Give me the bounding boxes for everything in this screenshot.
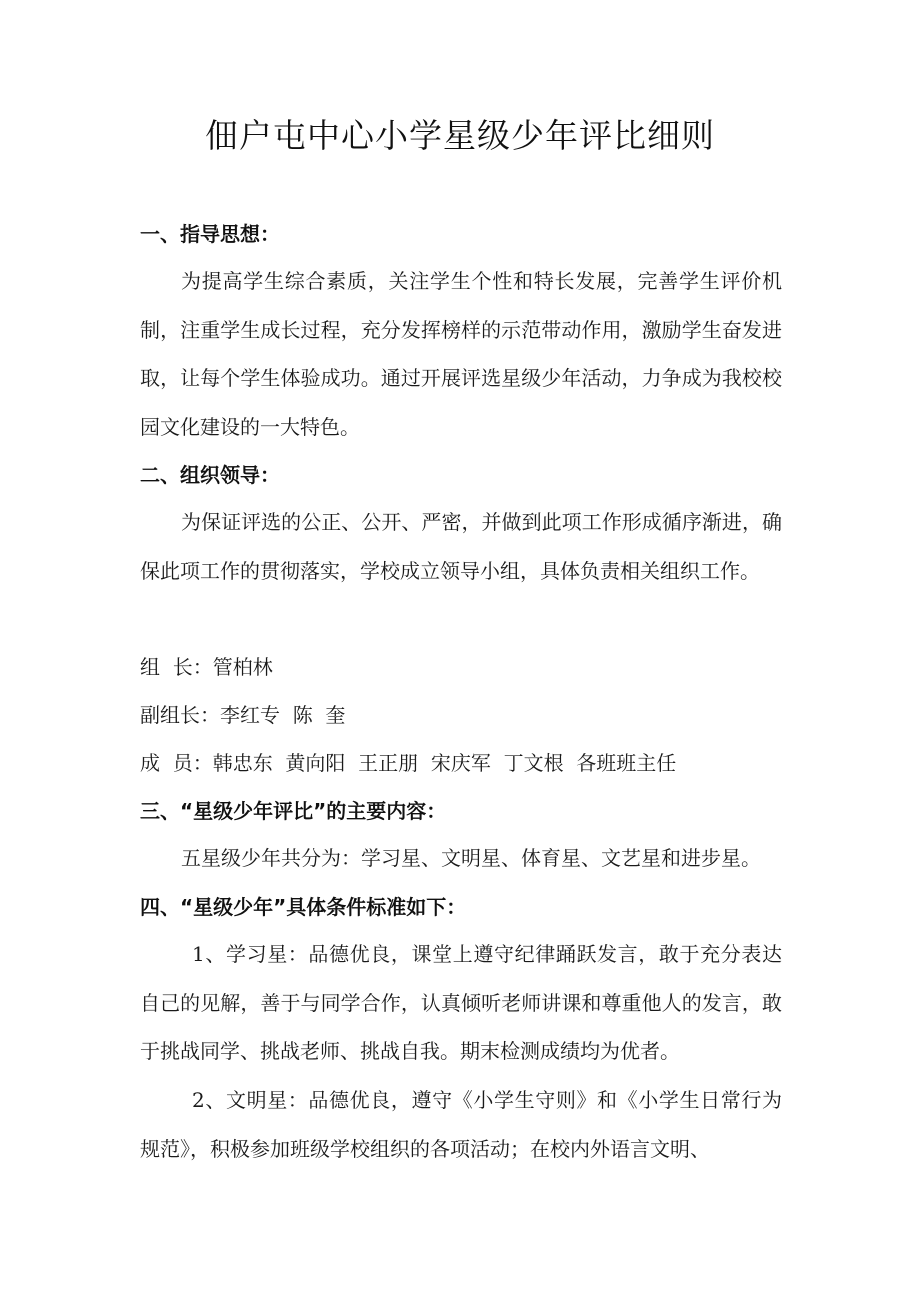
section-heading-criteria: 四、“星级少年”具体条件标准如下： xyxy=(140,895,467,919)
section-paragraph-guiding-thought: 为提高学生综合素质，关注学生个性和特长发展，完善学生评价机制，注重学生成长过程，充分发挥榜样的示范带动作用，激励学生奋发进取，让每个学生体验成功。通过开展评选星级少年活动，力争成为我校校园文化建设的一大特色。 xyxy=(140,269,782,440)
section-heading-guiding-thought: 一、指导思想： xyxy=(140,222,280,246)
section-paragraph-main-content: 五星级少年共分为：学习星、文明星、体育星、文艺星和进步星。 xyxy=(181,846,761,870)
criteria-item-civility-star: 2、文明星：品德优良，遵守《小学生守则》和《小学生日常行为规范》，积极参加班级学校组织的各项活动；在校内外语言文明、 xyxy=(140,1088,782,1161)
leader-line: 组 长：管柏林 xyxy=(140,655,273,679)
section-paragraph-organization: 为保证评选的公正、公开、严密，并做到此项工作形成循序渐进，确保此项工作的贯彻落实，学校成立领导小组，具体负责相关组织工作。 xyxy=(140,510,782,583)
document-title: 佃户屯中心小学星级少年评比细则 xyxy=(205,116,715,155)
members-line: 成 员：韩忠东 黄向阳 王正朋 宋庆军 丁文根 各班班主任 xyxy=(140,751,677,775)
criteria-item-study-star: 1、学习星：品德优良，课堂上遵守纪律踊跃发言，敢于充分表达自己的见解，善于与同学合作，认真倾听老师讲课和尊重他人的发言，敢于挑战同学、挑战老师、挑战自我。期末检测成绩均为优者。 xyxy=(140,942,782,1064)
section-heading-organization: 二、组织领导： xyxy=(140,463,280,487)
deputy-leader-line: 副组长：李红专 陈 奎 xyxy=(140,703,346,727)
section-heading-main-content: 三、“星级少年评比”的主要内容： xyxy=(140,799,447,823)
